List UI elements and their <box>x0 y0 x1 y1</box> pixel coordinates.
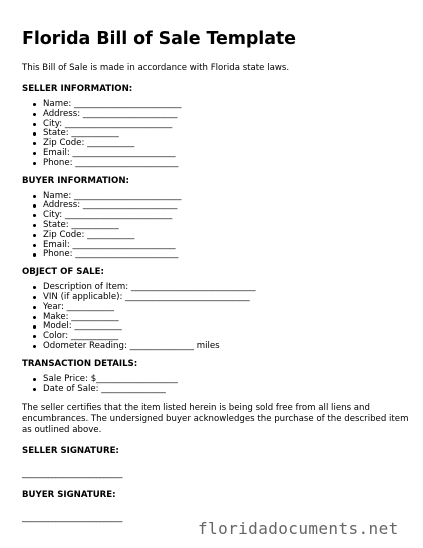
buyer-zip-field: Zip Code: ___________ <box>43 231 414 241</box>
buyer-signature-line: ___________________________ <box>22 513 122 524</box>
seller-state-field: State: ___________ <box>43 129 414 139</box>
transaction-details-section <box>22 358 414 395</box>
sale-date-field: Date of Sale: _______________ <box>43 385 414 395</box>
seller-name-field: Name: _________________________ <box>43 100 414 110</box>
object-of-sale-heading: OBJECT OF SALE: <box>22 267 104 278</box>
buyer-phone-field: Phone: ________________________ <box>43 250 414 260</box>
document-page <box>22 27 414 524</box>
transaction-details-list <box>22 375 414 395</box>
seller-city-field: City: _________________________ <box>43 120 414 130</box>
year-field: Year: ___________ <box>43 303 414 313</box>
seller-signature-heading: SELLER SIGNATURE: <box>22 446 119 457</box>
sale-price-field: Sale Price: $___________________ <box>43 375 414 385</box>
buyer-email-field: Email: ________________________ <box>43 241 414 251</box>
seller-information-list <box>22 100 414 169</box>
buyer-information-list <box>22 192 414 261</box>
buyer-information-section <box>22 175 414 261</box>
transaction-details-heading: TRANSACTION DETAILS: <box>22 358 138 369</box>
seller-phone-field: Phone: ________________________ <box>43 159 414 169</box>
buyer-information-heading: BUYER INFORMATION: <box>22 175 129 186</box>
buyer-city-field: City: _________________________ <box>43 211 414 221</box>
seller-signature-line: ___________________________ <box>22 469 122 480</box>
vin-field: VIN (if applicable): _____________________________ <box>43 293 414 303</box>
buyer-state-field: State: ___________ <box>43 221 414 231</box>
item-description-field: Description of Item: _____________________________ <box>43 283 414 293</box>
seller-address-field: Address: ______________________ <box>43 110 414 120</box>
object-of-sale-list <box>22 283 414 352</box>
document-title: Florida Bill of Sale Template <box>22 29 296 49</box>
make-field: Make: ___________ <box>43 313 414 323</box>
seller-email-field: Email: ________________________ <box>43 149 414 159</box>
intro-text: This Bill of Sale is made in accordance with Florida state laws. <box>22 63 290 73</box>
certification-paragraph: The seller certifies that the item listed herein is being sold free from all liens and encumbrances. The undersigned buyer acknowledges the purchase of the described item as outlined above. <box>22 403 409 436</box>
seller-information-heading: SELLER INFORMATION: <box>22 84 133 94</box>
buyer-name-field: Name: _________________________ <box>43 192 414 202</box>
object-of-sale-section <box>22 266 414 352</box>
buyer-signature-heading: BUYER SIGNATURE: <box>22 490 116 501</box>
odometer-field: Odometer Reading: _______________ miles <box>43 342 414 352</box>
model-field: Model: ___________ <box>43 322 414 332</box>
buyer-address-field: Address: ______________________ <box>43 201 414 211</box>
seller-zip-field: Zip Code: ___________ <box>43 139 414 149</box>
site-watermark: floridadocuments.net <box>198 519 399 538</box>
color-field: Color: ___________ <box>43 332 414 342</box>
seller-information-section <box>22 83 414 169</box>
